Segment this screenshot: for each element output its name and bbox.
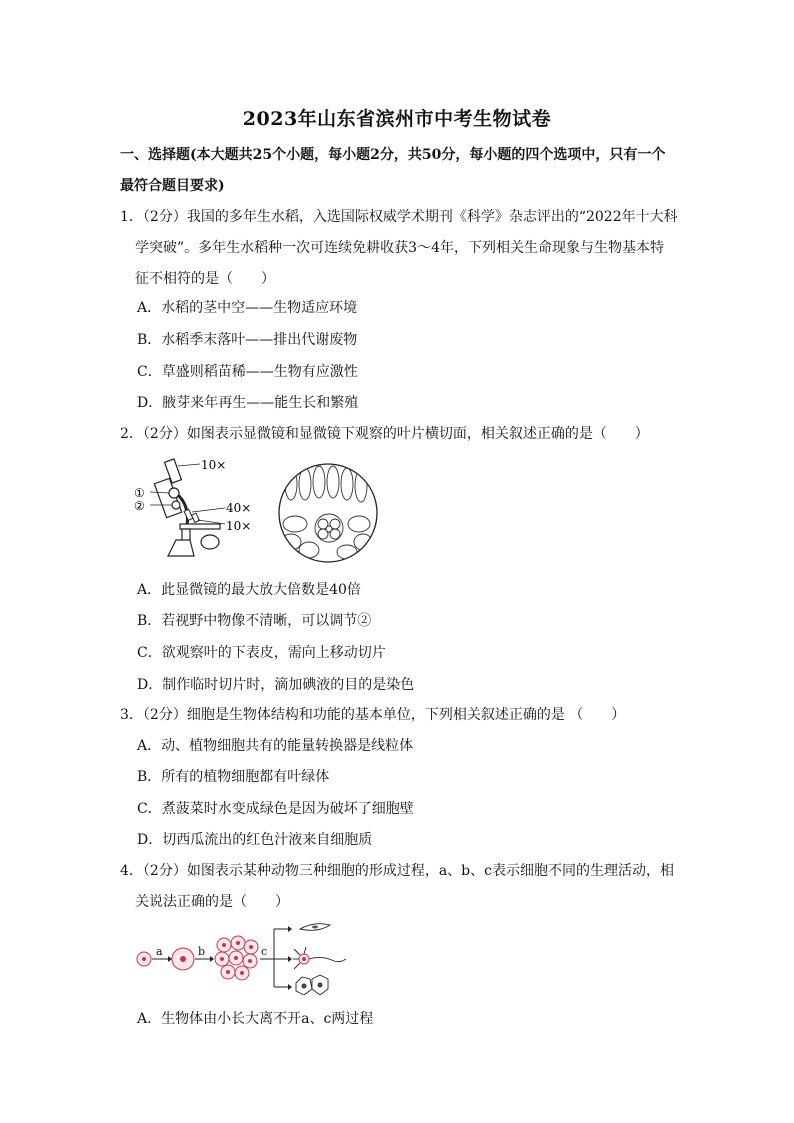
section-heading-line2: 最符合题目要求) [120,178,225,194]
section-heading-line1: 一、选择题(本大题共25个小题，每小题2分，共50分，每小题的四个选项中，只有一个 [120,147,666,163]
question-4-stem [120,856,680,918]
process-b-label: b [198,945,206,958]
question-2-option-a: A．此显微镜的最大放大倍数是40倍 [137,582,361,598]
coarse-knob-label: ① [134,486,145,500]
microscope-mirror [201,535,219,549]
question-2-option-c: C．欲观察叶的下表皮，需向上移动切片 [137,645,386,661]
question-3-option-a: A．动、植物细胞共有的能量转换器是线粒体 [137,738,414,754]
microscope-stage [180,524,220,529]
neuron-cell [293,947,346,969]
objective-high-label: 40× [226,501,252,515]
question-3 [120,700,680,731]
question-3-option-c: C．煮菠菜时水变成绿色是因为破坏了细胞壁 [137,801,414,817]
question-2-option-d: D．制作临时切片时，滴加碘液的目的是染色 [137,677,415,693]
coarse-knob [169,488,179,498]
process-c-label: c [261,945,268,958]
question-1 [120,202,680,295]
question-1-stem [120,202,680,295]
question-2-option-b: B．若视野中物像不清晰，可以调节② [137,613,372,629]
cell-development-figure [134,915,364,995]
question-1-option-b: B．水稻季末落叶——排出代谢废物 [137,332,358,348]
question-3-stem: 3．（2分）细胞是生物体结构和功能的基本单位，下列相关叙述正确的是 （ ） [120,707,626,723]
section-heading [120,140,680,202]
question-4-stem-line1: 4．（2分）如图表示某种动物三种细胞的形成过程，a、b、c表示细胞不同的生理活动，相 [120,863,674,879]
question-4-option-a: A．生物体由小长大离不开a、c两过程 [137,1011,374,1027]
question-4 [120,856,680,918]
question-1-stem-line2: 学突破”。多年生水稻种一次可连续免耕收获3～4年，下列相关生命现象与生物基本特 [135,240,664,256]
question-2-stem: 2．（2分）如图表示显微镜和显微镜下观察的叶片横切面，相关叙述正确的是（ ） [120,426,649,442]
microscope-body [154,478,181,517]
process-a-label: a [156,945,163,958]
question-1-stem-line1: 1．（2分）我国的多年生水稻，入选国际权威学术期刊《科学》杂志评出的“2022年十大科 [120,209,678,225]
question-1-option-c: C．草盛则稻苗稀——生物有应激性 [137,364,358,380]
question-4-stem-line2: 关说法正确的是（ ） [135,894,289,910]
question-1-option-a: A．水稻的茎中空——生物适应环境 [137,300,358,316]
fine-knob [172,501,180,509]
objective-low-label: 10× [226,519,252,533]
question-3-option-b: B．所有的植物细胞都有叶绿体 [137,769,330,785]
fine-knob-label: ② [134,499,145,513]
eyepiece-label: 10× [201,458,227,472]
question-2 [120,419,680,450]
page-title: 2023年山东省滨州市中考生物试卷 [242,108,552,130]
question-1-option-d: D．腋芽来年再生——能生长和繁殖 [137,395,359,411]
question-1-stem-line3: 征不相符的是（ ） [135,271,275,287]
microscope-figure [130,452,270,562]
epithelial-cells [296,975,328,995]
leaf-cross-section-figure [277,462,379,564]
microscope-base [168,540,194,556]
question-3-option-d: D．切西瓜流出的红色汁液来自细胞质 [137,832,373,848]
